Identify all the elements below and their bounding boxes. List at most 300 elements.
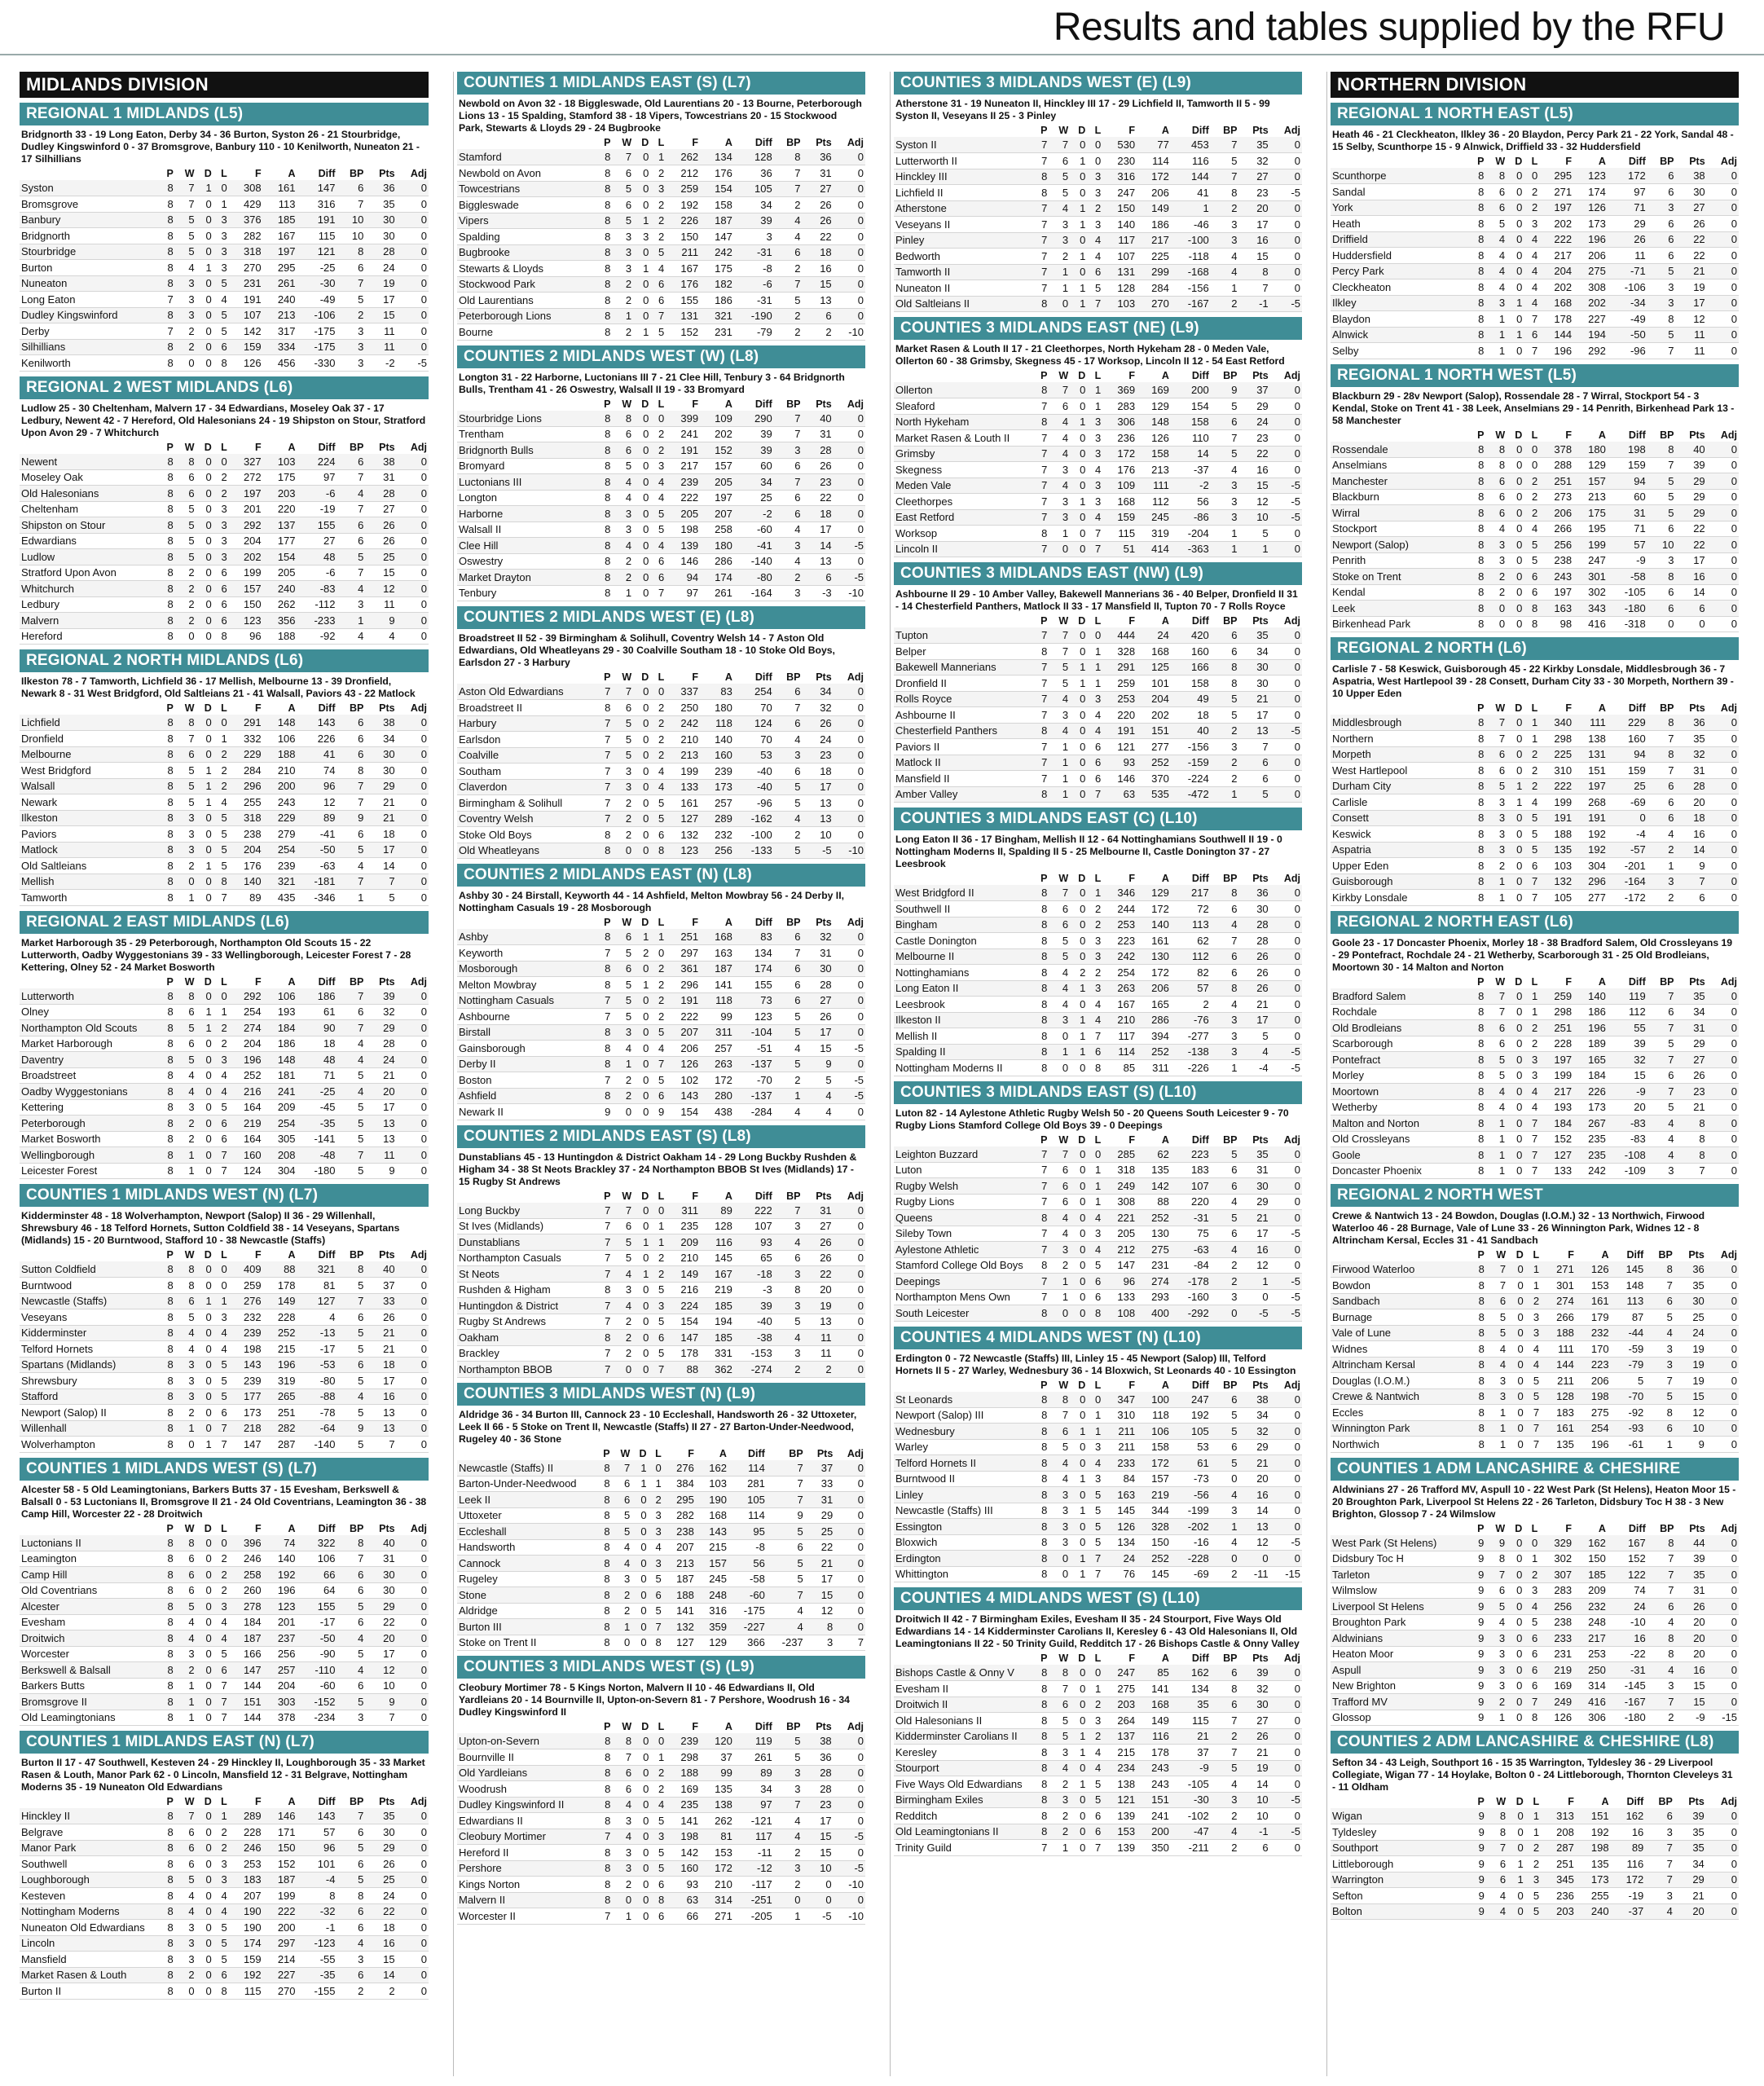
stat-cell: 0	[1080, 887, 1086, 899]
stat-cell: 3	[1062, 1536, 1069, 1549]
stat-cell: 0	[420, 795, 427, 808]
column-header: F	[1128, 125, 1136, 136]
table-row	[894, 707, 1302, 724]
stat-cell: 5	[1095, 1777, 1102, 1790]
stat-cell: 2	[658, 1252, 665, 1265]
team-name: West Bridgford II	[895, 887, 974, 899]
column-header: Adj	[1720, 1522, 1737, 1534]
stat-cell: 256	[715, 844, 732, 857]
stat-cell: 35	[1693, 989, 1705, 1002]
table-row	[457, 1203, 865, 1219]
stat-cell: 4	[658, 262, 665, 275]
stat-cell: 205	[680, 507, 699, 520]
stat-cell: 308	[1117, 1195, 1136, 1208]
table-row	[457, 747, 865, 764]
stat-cell: 7	[1231, 139, 1238, 151]
stat-cell: 202	[1554, 280, 1573, 293]
stat-cell: 7	[797, 1461, 803, 1474]
stat-cell: 0	[643, 685, 649, 698]
stat-cell: 219	[715, 1283, 732, 1296]
stat-cell: 0	[1080, 1488, 1086, 1501]
stat-cell: 6	[1668, 601, 1674, 614]
stat-cell: 4	[794, 523, 801, 536]
stat-cell: 6	[1668, 1069, 1674, 1082]
table-row	[894, 1697, 1302, 1713]
stat-cell: 0	[205, 1937, 212, 1950]
column-header: BP	[1660, 975, 1674, 988]
stat-cell: 184	[1588, 1069, 1606, 1082]
stat-cell: 0	[857, 1846, 864, 1859]
stat-cell: 2	[658, 701, 665, 714]
league-table	[457, 1190, 865, 1378]
stat-cell: 7	[605, 1347, 611, 1360]
stat-cell: 173	[243, 1406, 262, 1419]
stat-cell: 97	[760, 1798, 772, 1811]
stat-cell: 0	[1080, 1456, 1086, 1469]
stat-cell: 0	[420, 1984, 427, 1997]
team-name: Penrith	[1332, 554, 1366, 567]
stat-cell: 4	[794, 1105, 801, 1118]
stat-cell: 8	[188, 1278, 195, 1292]
column-header: BP	[1223, 615, 1238, 627]
stat-cell: 41	[323, 748, 336, 761]
table-row	[457, 1234, 865, 1251]
stat-cell: 2	[358, 309, 364, 322]
stat-cell: 133	[680, 781, 699, 794]
table-header	[894, 872, 1302, 885]
stat-cell: 191	[317, 213, 336, 227]
stat-cell: 111	[1590, 716, 1606, 728]
stat-cell: -5	[1291, 1536, 1300, 1549]
stat-cell: -156	[1187, 281, 1209, 294]
stat-cell: 4	[221, 293, 227, 306]
team-name: Clee Hill	[459, 539, 499, 552]
column-header: Pts	[379, 441, 395, 453]
table-row	[20, 1888, 429, 1904]
stat-cell: 7	[1699, 875, 1705, 888]
team-name: Newcastle (Staffs) II	[459, 1461, 554, 1474]
stat-cell: 0	[1516, 891, 1523, 904]
stat-cell: 5	[658, 507, 665, 520]
stat-cell: 6	[221, 1133, 227, 1146]
stat-cell: 234	[1117, 1762, 1136, 1775]
stat-cell: 6	[358, 1969, 364, 1982]
stat-cell: 26	[1256, 1730, 1269, 1743]
stat-cell: 7	[1231, 170, 1238, 183]
stat-cell: 0	[857, 460, 864, 473]
stat-cell: 306	[1117, 416, 1136, 429]
stat-cell: 5	[188, 535, 195, 548]
stat-cell: -5	[1291, 479, 1300, 492]
stat-cell: 4	[188, 261, 195, 274]
stat-cell: 0	[420, 891, 427, 904]
stat-cell: 5	[655, 1604, 662, 1617]
stat-cell: 0	[1080, 918, 1086, 931]
column-header: Diff	[1191, 1133, 1209, 1146]
stat-cell: 0	[643, 310, 649, 323]
league-section	[20, 1458, 429, 1727]
column-header: Diff	[754, 137, 772, 148]
stat-cell: 13	[820, 1315, 832, 1328]
table-row	[457, 764, 865, 780]
stat-cell: 5	[221, 1101, 227, 1114]
stat-cell: 3	[188, 1358, 195, 1371]
stat-cell: 14	[1693, 843, 1705, 856]
stat-cell: 0	[1294, 629, 1300, 641]
stat-cell: 31	[1693, 1584, 1705, 1597]
stat-cell: 2	[188, 859, 195, 872]
stat-cell: -9	[1636, 1085, 1646, 1098]
league-title: COUNTIES 1 MIDLANDS WEST (S) (L7)	[20, 1458, 429, 1481]
stat-cell: 175	[1588, 506, 1606, 519]
table-row	[1331, 810, 1739, 826]
stat-cell: 7	[1533, 1406, 1540, 1419]
stat-cell: 2	[1533, 1295, 1540, 1308]
team-name: Walsall	[21, 780, 55, 793]
table-row	[457, 1362, 865, 1378]
stat-cell: 7	[358, 1021, 364, 1034]
stat-cell: 1	[1499, 1422, 1507, 1435]
header-row	[894, 872, 1302, 885]
stat-cell: 0	[1731, 732, 1737, 745]
stat-cell: 220	[277, 503, 296, 516]
stat-cell: 2	[188, 341, 195, 354]
stat-cell: 0	[221, 1278, 227, 1292]
team-name: Nuneaton	[21, 277, 68, 290]
stat-cell: 8	[167, 1148, 174, 1161]
stat-cell: 0	[1294, 384, 1300, 396]
stat-cell: 207	[680, 1026, 699, 1039]
stat-cell: 26	[1693, 1069, 1705, 1082]
stat-cell: 217	[1554, 249, 1573, 262]
team-name: Edwardians	[21, 535, 77, 548]
column-header: D	[641, 1190, 649, 1202]
stat-cell: 219	[243, 1116, 262, 1129]
stat-cell: 7	[1231, 1714, 1238, 1727]
stat-cell: 0	[420, 1101, 427, 1114]
stat-cell: 2	[625, 828, 632, 841]
stat-cell: 5	[358, 1695, 364, 1708]
stat-cell: 7	[358, 1810, 364, 1822]
table-row	[20, 1631, 429, 1647]
stat-cell: 4	[1498, 1101, 1506, 1114]
stat-cell: 3	[643, 230, 649, 243]
stat-cell: 161	[1556, 1422, 1574, 1435]
stat-cell: 283	[1554, 1584, 1573, 1597]
stat-cell: -30	[319, 277, 336, 290]
stat-cell: 7	[358, 197, 364, 210]
stat-cell: 22	[1693, 249, 1705, 262]
stat-cell: -8	[763, 262, 772, 275]
stat-cell: 5	[1532, 843, 1538, 856]
stat-cell: 0	[420, 518, 427, 531]
stat-cell: 5	[188, 1310, 195, 1323]
stat-cell: 0	[643, 994, 649, 1007]
table-row	[20, 1373, 429, 1389]
team-name: Five Ways Old Edwardians	[895, 1777, 1023, 1790]
stat-cell: 7	[1041, 511, 1048, 524]
team-name: Bowdon	[1332, 1278, 1370, 1292]
stat-cell: 7	[1041, 740, 1048, 753]
table-row	[20, 1116, 429, 1132]
stat-cell: 3	[1095, 479, 1102, 492]
stat-cell: 0	[857, 1509, 864, 1522]
team-name: Newport (Salop)	[1332, 538, 1409, 551]
stat-cell: -175	[314, 341, 336, 354]
stat-cell: -50	[1630, 328, 1646, 341]
column-header: P	[604, 137, 611, 148]
stat-cell: 5	[358, 550, 364, 563]
table-body	[1331, 715, 1739, 905]
stat-cell: 0	[420, 812, 427, 825]
stat-cell: 204	[1151, 693, 1169, 706]
stat-cell: 12	[1256, 1536, 1269, 1549]
stat-cell: 4	[358, 1037, 364, 1050]
stat-cell: 222	[680, 491, 699, 504]
stat-cell: 0	[188, 1437, 195, 1450]
stat-cell: 0	[420, 503, 427, 516]
stat-cell: 8	[167, 1069, 174, 1082]
table-row	[1331, 1420, 1739, 1437]
stat-cell: 6	[794, 931, 801, 943]
stat-cell: 16	[1693, 1663, 1705, 1676]
stat-cell: 3	[655, 1556, 662, 1569]
stat-cell: 8	[605, 962, 611, 975]
column-header: Pts	[816, 1721, 832, 1732]
stat-cell: -79	[756, 325, 772, 338]
stat-cell: 340	[1554, 716, 1573, 728]
stat-cell: 263	[715, 1058, 732, 1071]
stat-cell: 97	[686, 587, 699, 600]
stat-cell: 9	[1478, 1857, 1485, 1870]
stat-cell: -92	[319, 630, 336, 643]
stat-cell: 0	[205, 1037, 212, 1050]
stat-cell: 139	[1117, 1809, 1136, 1822]
stat-cell: 153	[715, 1846, 732, 1859]
table-row	[20, 1646, 429, 1662]
stat-cell: 0	[857, 523, 864, 536]
stat-cell: 275	[1588, 265, 1606, 278]
table-body	[894, 1665, 1302, 1855]
stat-cell: 148	[1151, 416, 1169, 429]
stat-cell: 0	[857, 1814, 864, 1827]
stat-cell: 175	[277, 471, 296, 484]
team-name: Middlesbrough	[1332, 716, 1402, 728]
stat-cell: 0	[1731, 1568, 1737, 1581]
stat-cell: 0	[1080, 1441, 1086, 1454]
stat-cell: -78	[319, 1406, 336, 1419]
stat-cell: 5	[1532, 554, 1538, 567]
table-body	[457, 1203, 865, 1378]
stat-cell: 82	[1197, 966, 1209, 979]
stat-cell: 89	[720, 1204, 732, 1217]
stat-cell: 0	[1731, 522, 1737, 535]
stat-cell: 174	[754, 962, 772, 975]
stat-cell: 103	[1117, 297, 1136, 310]
stat-cell: 2	[1532, 1037, 1538, 1050]
stat-cell: 1	[794, 1089, 801, 1102]
stat-cell: 7	[1668, 344, 1674, 357]
stat-cell: 0	[643, 1362, 649, 1375]
stat-cell: 151	[243, 1695, 262, 1708]
stat-cell: 142	[680, 1846, 699, 1859]
stat-cell: 4	[1095, 724, 1102, 737]
stat-cell: 2	[188, 598, 195, 611]
stat-cell: 114	[1152, 154, 1169, 167]
column-header: Adj	[410, 168, 427, 179]
stat-cell: 15	[820, 1830, 832, 1843]
table-body	[1331, 988, 1739, 1179]
stat-cell: 7	[625, 685, 632, 698]
stat-cell: 345	[1556, 1873, 1574, 1886]
stat-cell: 0	[1294, 1745, 1300, 1758]
stat-cell: 0	[643, 844, 649, 857]
column-header	[1331, 1522, 1469, 1535]
stat-cell: 183	[243, 1873, 262, 1886]
table-row	[457, 1539, 865, 1556]
stat-cell: 0	[857, 1735, 864, 1747]
table-row	[457, 992, 865, 1009]
stat-cell: 8	[167, 732, 174, 745]
table-row	[1331, 858, 1739, 874]
stat-cell: 55	[1634, 1021, 1646, 1034]
stat-cell: 204	[243, 1037, 262, 1050]
stat-cell: 175	[715, 262, 732, 275]
stat-cell: 4	[1499, 1889, 1507, 1902]
stat-cell: 0	[857, 1750, 864, 1763]
stat-cell: 0	[1731, 1085, 1737, 1098]
stat-cell: 0	[1294, 139, 1300, 151]
stat-cell: 29	[1256, 1195, 1269, 1208]
stat-cell: 3	[1498, 1631, 1506, 1644]
team-name: Kendal	[1332, 586, 1366, 599]
stat-cell: 8	[1478, 1310, 1485, 1323]
stat-cell: 0	[205, 309, 212, 322]
column-header: D	[1515, 975, 1523, 988]
stat-cell: 7	[1041, 1243, 1048, 1256]
stat-cell: 3	[188, 843, 195, 856]
team-name: Oswestry	[459, 555, 504, 568]
stat-cell: 8	[827, 1620, 834, 1633]
stat-cell: 22	[820, 1267, 832, 1280]
stat-cell: 2	[1231, 1274, 1238, 1287]
table-row	[1331, 489, 1739, 505]
stat-cell: 18	[820, 246, 832, 259]
stat-cell: 239	[715, 764, 732, 777]
stat-cell: 26	[1693, 1600, 1705, 1613]
stat-cell: 6	[1499, 1857, 1507, 1870]
stat-cell: 6	[358, 1905, 364, 1918]
team-name: Aspull	[1332, 1663, 1361, 1676]
stat-cell: 74	[1634, 1584, 1646, 1597]
stat-cell: 188	[1556, 1327, 1574, 1340]
stat-cell: 6	[624, 1493, 631, 1506]
stat-cell: -60	[756, 523, 772, 536]
stat-cell: 8	[605, 539, 611, 552]
column-header: BP	[1658, 1249, 1673, 1261]
stat-cell: 206	[680, 1041, 699, 1054]
stat-cell: 169	[680, 1782, 699, 1795]
table-row	[457, 1619, 865, 1635]
stat-cell: 38	[383, 455, 395, 468]
team-name: Cheltenham	[21, 503, 79, 516]
column-header: L	[1094, 873, 1102, 884]
header-row	[1331, 429, 1739, 442]
stat-cell: 180	[1588, 442, 1606, 455]
stat-cell: 0	[857, 310, 864, 323]
stat-cell: 0	[420, 1695, 427, 1708]
stat-cell: 0	[205, 1053, 212, 1066]
stat-cell: 7	[1041, 249, 1048, 262]
stat-cell: 35	[1256, 139, 1269, 151]
stat-cell: 37	[1256, 384, 1269, 396]
stat-cell: 0	[205, 471, 212, 484]
stat-cell: 115	[318, 229, 336, 242]
stat-cell: 0	[205, 1552, 212, 1565]
stat-cell: 196	[243, 1053, 262, 1066]
stat-cell: 7	[1041, 234, 1048, 247]
table-row	[20, 810, 429, 826]
stat-cell: 8	[167, 1905, 174, 1918]
column-header: P	[1477, 1522, 1485, 1534]
team-name: West Park (St Helens)	[1332, 1536, 1437, 1549]
stat-cell: 2	[658, 994, 665, 1007]
stat-cell: 0	[1080, 384, 1086, 396]
table-row	[1331, 505, 1739, 522]
table-row	[894, 1012, 1302, 1028]
stat-cell: 0	[1731, 1037, 1737, 1050]
stat-cell: 8	[1498, 459, 1506, 472]
stat-cell: 275	[1117, 1682, 1136, 1695]
stat-cell: 7	[1062, 645, 1069, 658]
stat-cell: 211	[681, 246, 699, 259]
stat-cell: 4	[1499, 1905, 1507, 1918]
team-name: Bugbrooke	[459, 246, 510, 259]
stat-cell: -59	[1628, 1342, 1644, 1355]
stat-cell: 0	[1080, 1841, 1086, 1854]
stat-cell: 0	[1516, 1148, 1523, 1161]
stat-cell: 7	[625, 1204, 632, 1217]
stat-cell: 7	[1041, 447, 1048, 460]
stat-cell: 9	[1478, 1695, 1485, 1708]
stat-cell: 8	[1478, 795, 1485, 808]
stat-cell: 168	[1151, 1698, 1169, 1711]
stat-cell: 167	[1628, 1536, 1646, 1549]
stat-cell: -5	[1291, 1825, 1300, 1838]
stat-cell: 0	[857, 507, 864, 520]
stat-cell: 0	[1294, 1777, 1300, 1790]
table-body	[20, 715, 429, 905]
stat-cell: -84	[1193, 1259, 1209, 1272]
stat-cell: 4	[221, 1631, 227, 1644]
stat-cell: 7	[1668, 989, 1674, 1002]
column-header: F	[255, 1522, 262, 1534]
table-row	[894, 1681, 1302, 1697]
stat-cell: 2	[658, 1267, 665, 1280]
stat-cell: 7	[167, 324, 174, 337]
stat-cell: 7	[1532, 1695, 1538, 1708]
stat-cell: 0	[1294, 1730, 1300, 1743]
team-name: Stamford	[459, 151, 502, 163]
stat-cell: 8	[1478, 618, 1485, 631]
stat-cell: 148	[1625, 1278, 1644, 1292]
header-row	[20, 441, 429, 454]
stat-cell: 2	[825, 1362, 832, 1375]
stat-cell: 6	[794, 460, 801, 473]
stat-cell: 8	[167, 341, 174, 354]
stat-cell: 96	[323, 1842, 336, 1855]
stat-cell: 212	[1117, 1243, 1136, 1256]
